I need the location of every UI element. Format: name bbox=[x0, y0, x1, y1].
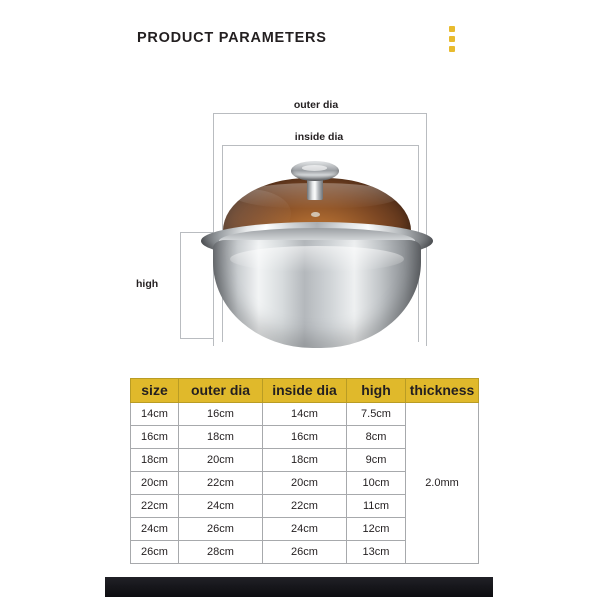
lid-vent-icon bbox=[311, 212, 320, 217]
lid-knob bbox=[291, 161, 339, 181]
cell-size: 18cm bbox=[131, 449, 179, 472]
cell-outer: 26cm bbox=[179, 518, 263, 541]
cell-inside: 14cm bbox=[263, 403, 347, 426]
cell-size: 16cm bbox=[131, 426, 179, 449]
cell-outer: 22cm bbox=[179, 472, 263, 495]
cell-high: 11cm bbox=[347, 495, 406, 518]
dimension-diagram bbox=[0, 78, 600, 363]
product-image bbox=[193, 150, 443, 350]
cell-outer: 24cm bbox=[179, 495, 263, 518]
column-header-thickness: thickness bbox=[406, 379, 479, 403]
cell-thickness: 2.0mm bbox=[406, 403, 479, 564]
cell-outer: 16cm bbox=[179, 403, 263, 426]
column-header-high: high bbox=[347, 379, 406, 403]
cell-inside: 20cm bbox=[263, 472, 347, 495]
dot-2 bbox=[449, 36, 455, 42]
pot-body bbox=[213, 240, 421, 348]
cell-inside: 22cm bbox=[263, 495, 347, 518]
cell-inside: 26cm bbox=[263, 541, 347, 564]
column-header-size: size bbox=[131, 379, 179, 403]
cell-outer: 18cm bbox=[179, 426, 263, 449]
outer-dia-label: outer dia bbox=[293, 99, 339, 111]
page-header bbox=[0, 0, 600, 78]
cell-inside: 16cm bbox=[263, 426, 347, 449]
column-header-outer-dia: outer dia bbox=[179, 379, 263, 403]
footer-bar bbox=[105, 577, 493, 597]
specification-table bbox=[130, 378, 479, 564]
three-dots-icon bbox=[449, 26, 457, 52]
table-row bbox=[131, 403, 479, 426]
high-measure-line bbox=[180, 232, 181, 338]
cell-high: 8cm bbox=[347, 426, 406, 449]
cell-high: 9cm bbox=[347, 449, 406, 472]
cell-size: 26cm bbox=[131, 541, 179, 564]
cell-high: 7.5cm bbox=[347, 403, 406, 426]
cell-inside: 18cm bbox=[263, 449, 347, 472]
inside-dia-label: inside dia bbox=[294, 131, 344, 143]
high-label: high bbox=[136, 278, 159, 290]
cell-high: 12cm bbox=[347, 518, 406, 541]
cell-high: 10cm bbox=[347, 472, 406, 495]
cell-high: 13cm bbox=[347, 541, 406, 564]
column-header-inside-dia: inside dia bbox=[263, 379, 347, 403]
cell-inside: 24cm bbox=[263, 518, 347, 541]
table-header-row bbox=[131, 379, 479, 403]
dot-1 bbox=[449, 26, 455, 32]
cell-outer: 20cm bbox=[179, 449, 263, 472]
dot-3 bbox=[449, 46, 455, 52]
cell-size: 20cm bbox=[131, 472, 179, 495]
cell-size: 22cm bbox=[131, 495, 179, 518]
cell-size: 14cm bbox=[131, 403, 179, 426]
cell-outer: 28cm bbox=[179, 541, 263, 564]
cell-size: 24cm bbox=[131, 518, 179, 541]
page-title: PRODUCT PARAMETERS bbox=[137, 30, 327, 46]
